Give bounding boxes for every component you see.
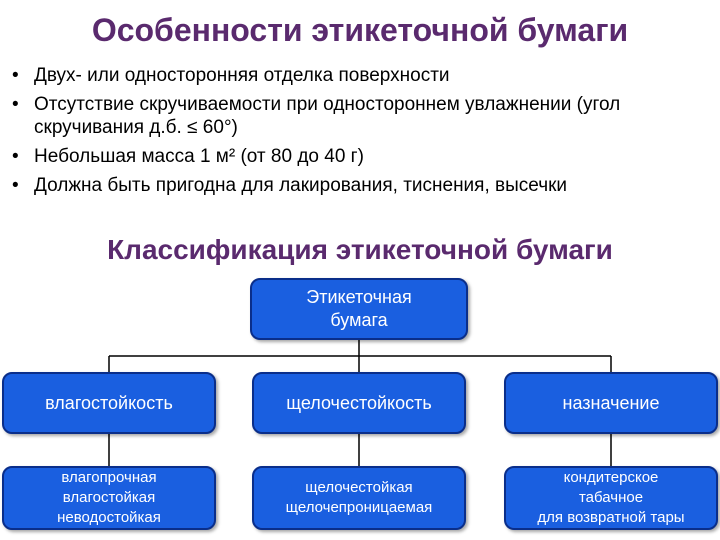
bullet-icon: • bbox=[12, 146, 19, 167]
category-node-moisture bbox=[2, 372, 216, 434]
category-label: влагостойкость bbox=[45, 392, 173, 413]
leaf-node-purpose bbox=[504, 466, 718, 530]
leaf-label: кондитерское табачное для возвратной тары bbox=[537, 469, 685, 526]
bullet-text: Должна быть пригодна для лакирования, тиснения, высечки bbox=[34, 175, 568, 196]
category-node-purpose bbox=[504, 372, 718, 434]
category-label: назначение bbox=[562, 392, 660, 413]
bullet-icon: • bbox=[12, 65, 19, 86]
category-label: щелочестойкость bbox=[286, 392, 432, 413]
category-node-alkali bbox=[252, 372, 466, 434]
leaf-label: щелочестойкая щелочепроницаемая bbox=[285, 479, 433, 516]
bullet-text: Небольшая масса 1 м² (от 80 до 40 г) bbox=[34, 146, 364, 167]
bullet-text: Отсутствие скручиваемости при одностороннем увлажнении (угол скручивания д.б. ≤ 60°) bbox=[34, 94, 621, 138]
bullet-icon: • bbox=[12, 175, 19, 196]
leaf-node-moisture bbox=[2, 466, 216, 530]
leaf-node-alkali bbox=[252, 466, 466, 530]
leaf-label: влагопрочная влагостойкая неводостойкая bbox=[57, 469, 161, 526]
classification-heading: Классификация этикеточной бумаги bbox=[107, 234, 613, 265]
page-title: Особенности этикеточной бумаги bbox=[91, 12, 629, 48]
bullet-icon: • bbox=[12, 94, 19, 115]
root-node bbox=[250, 278, 468, 340]
root-node-label: Этикеточная бумага bbox=[306, 287, 412, 330]
bullet-text: Двух- или односторонняя отделка поверхности bbox=[34, 65, 450, 86]
